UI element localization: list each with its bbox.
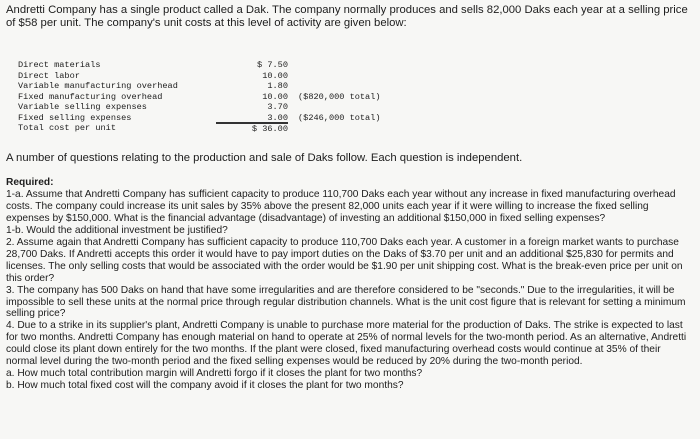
problem-intro: Andretti Company has a single product called a Dak. The company normally produces and sells 82,000 Daks each year at a selling price of $58 per unit. The company's unit costs at this level of activity are given below: <box>6 4 688 29</box>
required-title: Required: <box>6 177 54 188</box>
cost-amount: $ 7.50 <box>257 60 288 70</box>
required-section <box>6 177 694 392</box>
question-2: 2. Assume again that Andretti Company has sufficient capacity to produce 110,700 Daks each year. A customer in a foreign market wants to purchase 28,700 Daks. If Andretti accepts this order it would have to pay import duties on the Daks of $3.70 per unit and an additional $25,830 for permits and licenses. The only selling costs that would be associated with the order would be $1.90 per unit shipping cost. What is the break-even price per unit on this order? <box>6 236 683 284</box>
cost-amount: 1.80 <box>267 81 288 91</box>
cost-label: Direct labor <box>18 70 80 81</box>
unit-cost-table <box>18 60 381 134</box>
cost-amount: $ 36.00 <box>216 123 288 134</box>
independent-note: A number of questions relating to the production and sale of Daks follow. Each question is independent. <box>6 152 523 164</box>
cost-amount: 3.70 <box>267 102 288 112</box>
question-4b: b. How much total fixed cost will the company avoid if it closes the plant for two months? <box>6 380 404 392</box>
cost-row-total <box>18 123 381 134</box>
cost-row-fixed-mfg-overhead <box>18 92 381 103</box>
cost-note <box>288 123 298 134</box>
cost-row-variable-selling <box>18 102 381 113</box>
question-3: 3. The company has 500 Daks on hand that have some irregularities and are therefore considered to be "seconds." Due to the irregularities, it will be impossible to sell these units at the normal price through regular distribution channels. What is the unit cost figure that is relevant for setting a minimum selling price? <box>6 284 686 320</box>
cost-row-variable-mfg-overhead <box>18 81 381 92</box>
cost-label: Direct materials <box>18 60 101 70</box>
cost-amount: 10.00 <box>262 70 288 81</box>
cost-amount: 10.00 <box>262 91 288 102</box>
cost-label: Fixed selling expenses <box>18 112 132 123</box>
question-4: 4. Due to a strike in its supplier's plant, Andretti Company is unable to purchase more material for the production of Daks. The strike is expected to last for two months. Andretti Company has enough material on hand to operate at 25% of normal levels for the two-month period. As an alternative, Andretti could close its plant down entirely for the two months. If the plant were closed, fixed manufacturing overhead costs would continue at 35% of their normal level during the two-month period and the fixed selling expenses would be reduced by 20% during the two-month period. <box>6 320 687 368</box>
cost-label: Total cost per unit <box>18 123 116 133</box>
cost-note <box>288 60 298 71</box>
question-4a: a. How much total contribution margin will Andretti forgo if it closes the plant for two months? <box>6 368 423 380</box>
cost-note <box>288 81 298 92</box>
cost-label: Variable manufacturing overhead <box>18 81 178 91</box>
cost-note: ($820,000 total) <box>298 91 381 102</box>
cost-row-direct-labor <box>18 71 381 82</box>
question-1a: 1-a. Assume that Andretti Company has sufficient capacity to produce 110,700 Daks each year without any increase in fixed manufacturing overhead costs. The company could increase its unit sales by 35% above the present 82,000 units each year if it were willing to increase the fixed selling expenses by $150,000. What is the financial advantage (disadvantage) of investing an additional $150,000 in fixed selling expenses? <box>6 188 676 224</box>
cost-amount: 3.00 <box>216 113 288 124</box>
cost-note <box>288 102 298 113</box>
cost-note: ($246,000 total) <box>298 112 381 123</box>
cost-label: Variable selling expenses <box>18 102 147 112</box>
cost-label: Fixed manufacturing overhead <box>18 91 163 102</box>
cost-row-direct-materials <box>18 60 381 71</box>
cost-row-fixed-selling <box>18 113 381 124</box>
cost-note <box>288 71 298 82</box>
question-1b: 1-b. Would the additional investment be justified? <box>6 224 228 236</box>
